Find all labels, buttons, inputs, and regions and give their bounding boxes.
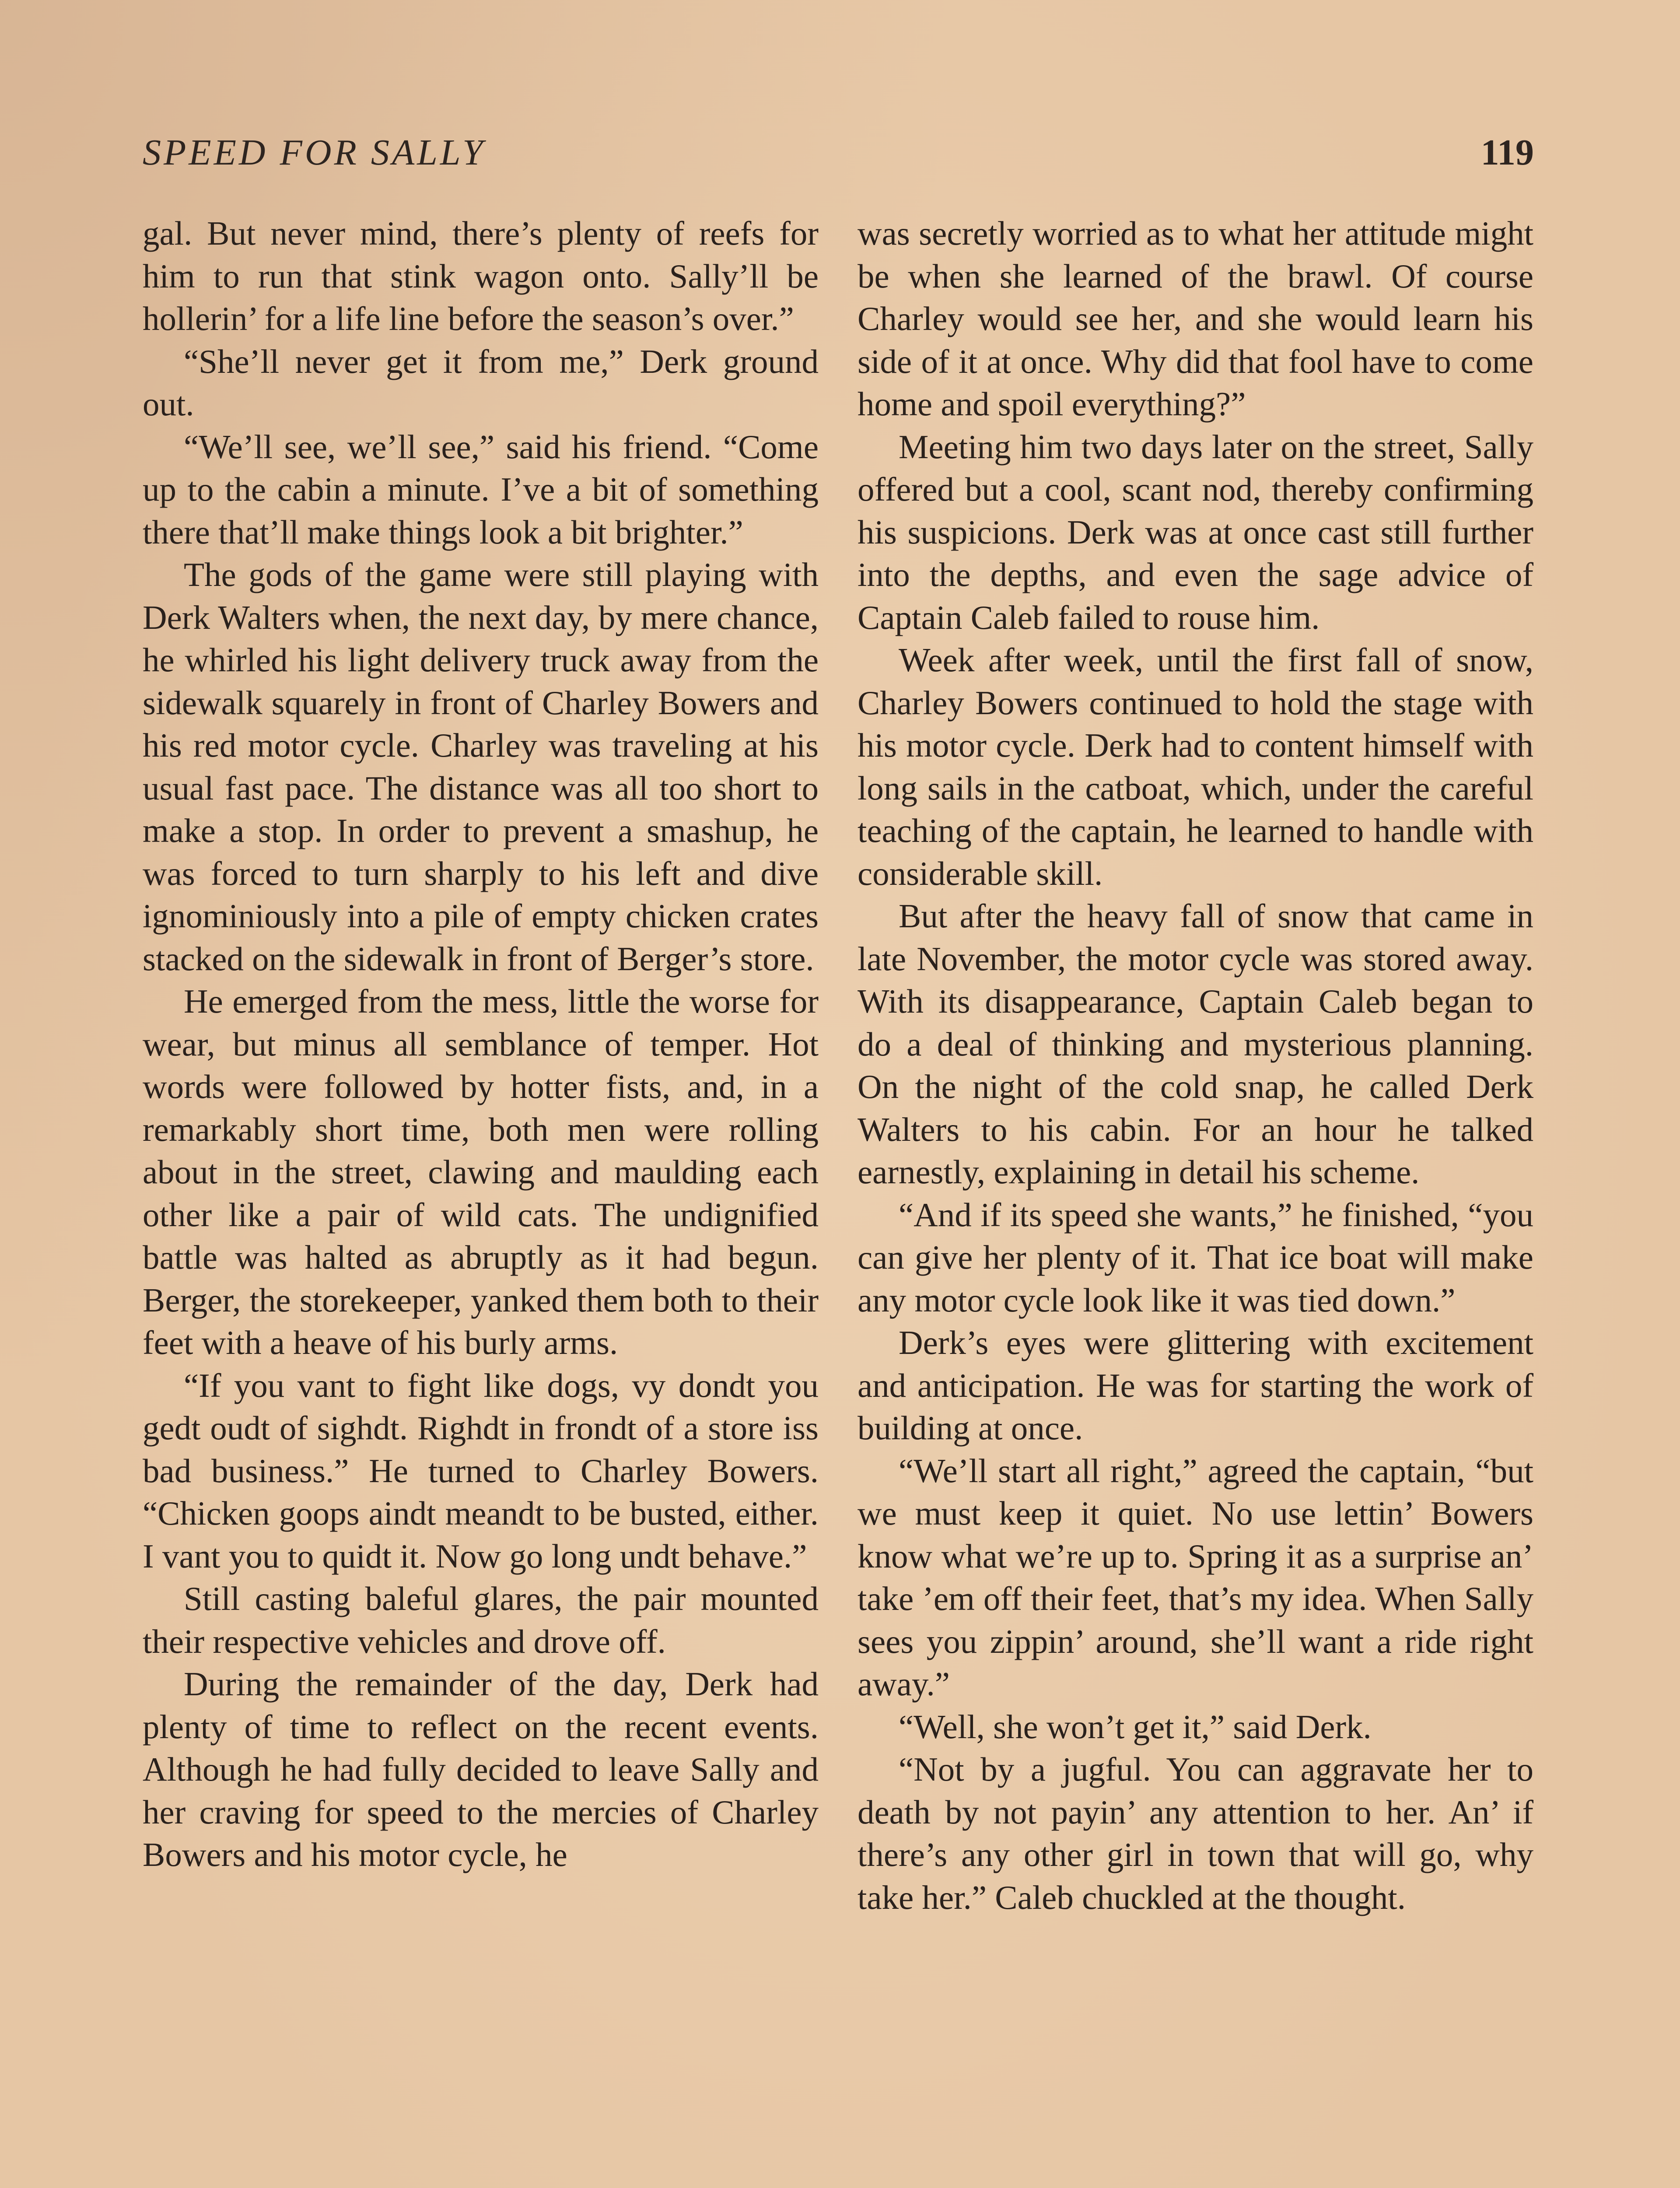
paragraph: “And if its speed she wants,” he finished, “you can give her plenty of it. That ice boat will make any motor cycle look like it was tied down.” (858, 1196, 1533, 1319)
paragraph: gal. But never mind, there’s plenty of reefs for him to run that stink wagon onto. Sally’ll be hollerin’ for a life line before the season’s over.” (143, 214, 819, 337)
paragraph: Still casting baleful glares, the pair mounted their respective vehicles and drove off. (143, 1580, 819, 1660)
paragraph: During the remainder of the day, Derk had plenty of time to reflect on the recent events. Although he had fully decided to leave Sally and her craving for speed to the mercies of Charley Bowers and his motor cycle, he (143, 1665, 819, 1873)
paragraph: “We’ll start all right,” agreed the captain, “but we must keep it quiet. No use lettin’ Bowers know what we’re up to. Spring it as a surprise an’ take ’em off their feet, that’s my idea. When Sally sees you zippin’ around, she’ll want a ride right away.” (858, 1452, 1533, 1703)
paragraph: The gods of the game were still playing with Derk Walters when, the next day, by mere chance, he whirled his light delivery truck away from the sidewalk squarely in front of Charley Bowers and his red motor cycle. Charley was traveling at his usual fast pace. The distance was all too short to make a stop. In order to prevent a smashup, he was forced to turn sharply to his left and dive ignominiously into a pile of empty chicken crates stacked on the sidewalk in front of Berger’s store. (143, 556, 819, 978)
paragraph: He emerged from the mess, little the worse for wear, but minus all semblance of temper. Hot words were followed by hotter fists, and, in a remarkably short time, both men were rolling about in the street, clawing and maulding each other like a pair of wild cats. The undignified battle was halted as abruptly as it had begun. Berger, the storekeeper, yanked them both to their feet with a heave of his burly arms. (143, 982, 819, 1361)
page-number: 119 (1480, 132, 1534, 173)
paragraph: “If you vant to fight like dogs, vy dondt you gedt oudt of sighdt. Righdt in frondt of a store iss bad business.” He turned to Charley Bowers. “Chicken goops aindt meandt to be busted, either. I vant you to quidt it. Now go long undt behave.” (143, 1366, 819, 1575)
right-column (858, 212, 1533, 1919)
paragraph: Derk’s eyes were glittering with excitement and anticipation. He was for starting the work of building at once. (858, 1324, 1533, 1447)
paragraph: “Well, she won’t get it,” said Derk. (899, 1708, 1372, 1746)
paragraph: Meeting him two days later on the street, Sally offered but a cool, scant nod, thereby confirming his suspicions. Derk was at once cast still further into the depths, and even the sage advice of Captain Caleb failed to rouse him. (858, 428, 1533, 636)
page-header (143, 131, 1534, 184)
paragraph: “She’ll never get it from me,” Derk ground out. (143, 342, 819, 423)
running-title: SPEED FOR SALLY (143, 132, 486, 173)
paragraph: Week after week, until the first fall of snow, Charley Bowers continued to hold the stage with his motor cycle. Derk had to content himself with long sails in the catboat, which, under the careful teaching of the captain, he learned to handle with considerable skill. (858, 641, 1533, 892)
paragraph: “We’ll see, we’ll see,” said his friend. “Come up to the cabin a minute. I’ve a bit of something there that’ll make things look a bit brighter.” (143, 428, 819, 551)
paragraph: was secretly worried as to what her attitude might be when she learned of the brawl. Of course Charley would see her, and she would learn his side of it at once. Why did that fool have to come home and spoil everything?” (858, 214, 1533, 423)
paragraph: “Not by a jugful. You can aggravate her to death by not payin’ any attention to her. An’ if there’s any other girl in town that will go, why take her.” Caleb chuckled at the thought. (858, 1750, 1533, 1916)
paragraph: But after the heavy fall of snow that came in late November, the motor cycle was stored away. With its disappearance, Captain Caleb began to do a deal of thinking and mysterious planning. On the night of the cold snap, he called Derk Walters to his cabin. For an hour he talked earnestly, explaining in detail his scheme. (858, 897, 1533, 1191)
left-column (143, 212, 819, 1876)
